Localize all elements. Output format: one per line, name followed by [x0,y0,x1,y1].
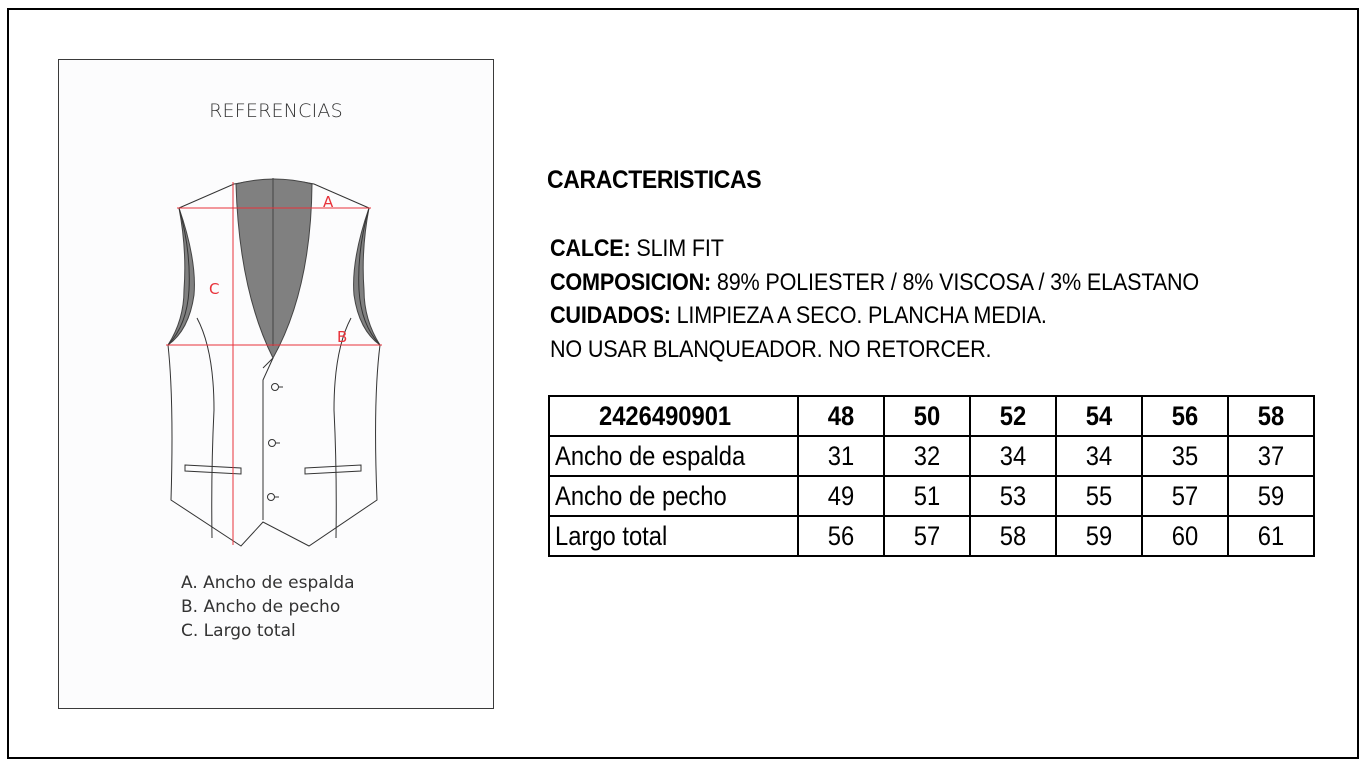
table-cell: 51 [913,480,941,511]
table-row [549,516,1314,556]
table-cell: 60 [1171,520,1199,551]
table-cell: 55 [1085,480,1113,511]
table-cell: 59 [1257,480,1285,511]
spec-fit-value: SLIM FIT [630,235,724,262]
table-cell: 58 [999,520,1027,551]
table-cell: 59 [1085,520,1113,551]
product-code: 2426490901 [598,400,732,431]
spec-care-extra [550,333,1199,367]
references-panel [58,59,494,709]
diagram-label-a: A [323,193,334,211]
table-cell: 57 [1171,480,1199,511]
size-header: 58 [1257,400,1285,431]
diagram-label-c: C [209,280,220,298]
characteristics-specs [550,232,1199,366]
legend-item-a: A. Ancho de espalda [181,573,355,593]
table-cell: 32 [913,440,941,471]
legend-item-c: C. Largo total [181,621,296,641]
spec-care-key: CUIDADOS: [550,302,671,329]
table-cell: 31 [827,440,855,471]
table-cell: 53 [999,480,1027,511]
size-table-header [549,396,1314,436]
diagram-label-b: B [337,328,348,346]
table-cell: 34 [999,440,1027,471]
spec-care [550,299,1199,333]
row-label: Ancho de espalda [555,440,746,471]
spec-composition-key: COMPOSICION: [550,268,712,296]
spec-composition-value: 89% POLIESTER / 8% VISCOSA / 3% ELASTANO [711,268,1200,296]
row-label: Largo total [555,520,668,551]
size-table [548,395,1315,557]
size-header: 54 [1085,400,1113,431]
spec-fit [550,232,1199,266]
size-header: 48 [827,400,855,431]
table-row [549,436,1314,476]
spec-composition [550,266,1199,300]
row-label: Ancho de pecho [555,480,727,511]
references-legend [181,571,355,643]
table-row [549,476,1314,516]
size-header: 52 [999,400,1027,431]
table-cell: 61 [1257,520,1285,551]
table-cell: 37 [1257,440,1285,471]
table-cell: 57 [913,520,941,551]
table-cell: 35 [1171,440,1199,471]
legend-item-b: B. Ancho de pecho [181,597,341,617]
references-title: REFERENCIAS [209,100,343,122]
size-header: 50 [913,400,941,431]
spec-care-extra-value: NO USAR BLANQUEADOR. NO RETORCER. [550,335,992,363]
table-cell: 34 [1085,440,1113,471]
table-cell: 49 [827,480,855,511]
characteristics-heading: CARACTERISTICAS [547,166,762,194]
spec-fit-key: CALCE: [550,235,631,262]
size-header: 56 [1171,400,1199,431]
vest-diagram [159,170,389,550]
table-cell: 56 [827,520,855,551]
spec-care-value: LIMPIEZA A SECO. PLANCHA MEDIA. [670,302,1047,329]
